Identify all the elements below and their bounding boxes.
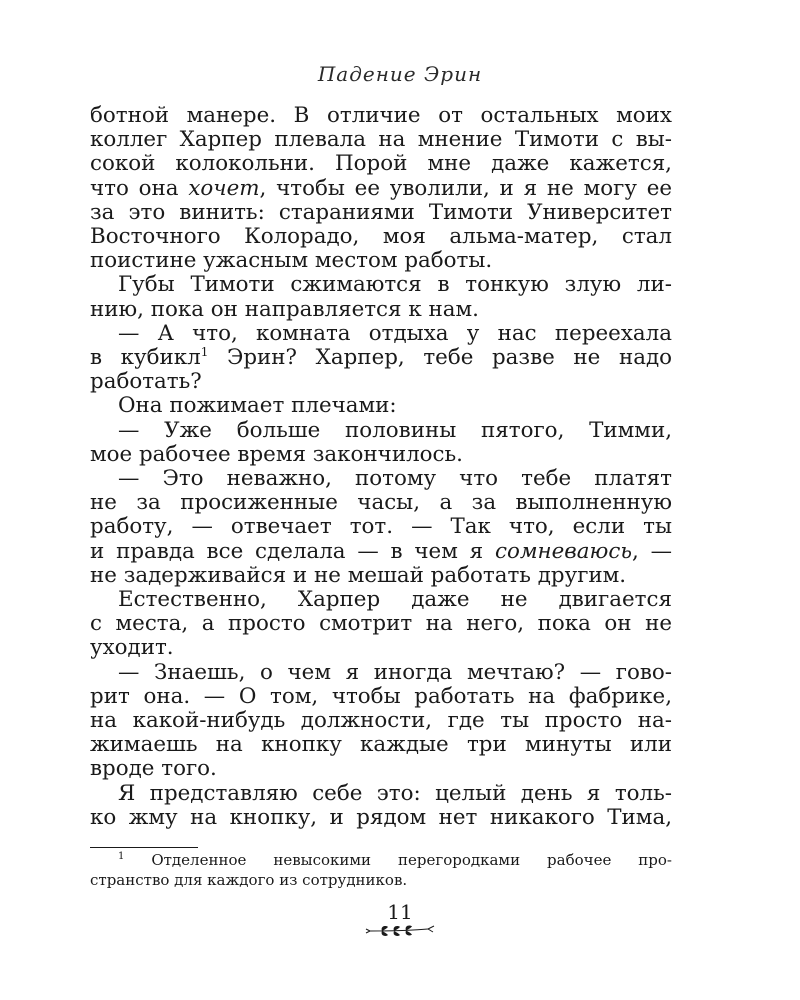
text-line: ботной манере. В отличие от остальных моих xyxy=(90,103,672,128)
footnote-line: странство для каждого из сотрудников. xyxy=(90,871,408,889)
text-line: не за просиженные часы, а за выполненную xyxy=(90,490,672,516)
page-number: 11 xyxy=(387,900,413,924)
footnote-text: Отделенное невысокими перегородками рабочее про- xyxy=(124,851,672,869)
text-line xyxy=(90,177,672,201)
text-line: работу, — отвечает тот. — Так что, если ты xyxy=(90,514,672,540)
text-line: ко жму на кнопку, и рядом нет никакого Тима, xyxy=(90,804,672,830)
text-segment: в кубикл xyxy=(90,345,201,371)
text-line: рит она. — О том, чтобы работать на фабрике, xyxy=(90,683,672,709)
text-line: мое рабочее время закончилось. xyxy=(90,441,463,467)
text-line: — Это неважно, потому что тебе платят xyxy=(118,466,672,492)
text-line: Восточного Колорадо, моя альма-матер, стал xyxy=(90,224,672,250)
text-segment: Эрин? Харпер, тебе разве не надо xyxy=(208,345,673,371)
emphasis-text: хочет xyxy=(188,175,260,201)
text-line: Я представляю себе это: целый день я толь- xyxy=(118,780,672,806)
text-line xyxy=(90,346,672,370)
text-line: на какой-нибудь должности, где ты просто на- xyxy=(90,708,672,734)
text-line: уходит. xyxy=(90,635,174,661)
footnote-reference[interactable]: 1 xyxy=(200,345,209,360)
text-line: Она пожимает плечами: xyxy=(118,393,397,419)
text-line: работать? xyxy=(90,369,202,395)
text-line: коллег Харпер плевала на мнение Тимоти с вы- xyxy=(90,127,672,153)
text-line: вроде того. xyxy=(90,756,217,782)
text-segment: и правда все сделала — в чем я xyxy=(90,538,495,564)
text-line: Губы Тимоти сжимаются в тонкую злую ли- xyxy=(118,272,672,298)
text-line: — А что, комната отдыха у нас переехала xyxy=(118,320,672,346)
text-line: жимаешь на кнопку каждые три минуты или xyxy=(90,732,672,758)
body-text xyxy=(90,104,672,830)
text-line: с места, а просто смотрит на него, пока он не xyxy=(90,611,672,637)
text-line: сокой колокольни. Порой мне даже кажется, xyxy=(90,151,672,177)
text-line xyxy=(90,540,672,564)
text-line: не задерживайся и не мешай работать другим. xyxy=(90,562,627,588)
text-segment: что она xyxy=(90,175,189,201)
text-line: Естественно, Харпер даже не двигается xyxy=(118,587,672,613)
text-segment: , чтобы ее уволили, и я не могу ее xyxy=(259,175,673,201)
footnote-line xyxy=(90,850,672,870)
text-line: — Уже больше половины пятого, Тимми, xyxy=(118,417,672,443)
footnote-rule xyxy=(90,847,198,848)
text-line: поистине ужасным местом работы. xyxy=(90,248,493,274)
text-line: — Знаешь, о чем я иногда мечтаю? — гово- xyxy=(118,659,672,685)
text-line: за это винить: стараниями Тимоти Университет xyxy=(90,199,672,225)
text-line: нию, пока он направляется к нам. xyxy=(90,296,479,322)
footnote xyxy=(90,850,672,890)
emphasis-text: сомневаюсь xyxy=(494,538,632,564)
text-segment: , — xyxy=(631,538,672,564)
footnote-marker: 1 xyxy=(118,851,125,862)
running-title: Падение Эрин xyxy=(317,62,483,86)
leaf-ornament-icon xyxy=(364,924,436,938)
